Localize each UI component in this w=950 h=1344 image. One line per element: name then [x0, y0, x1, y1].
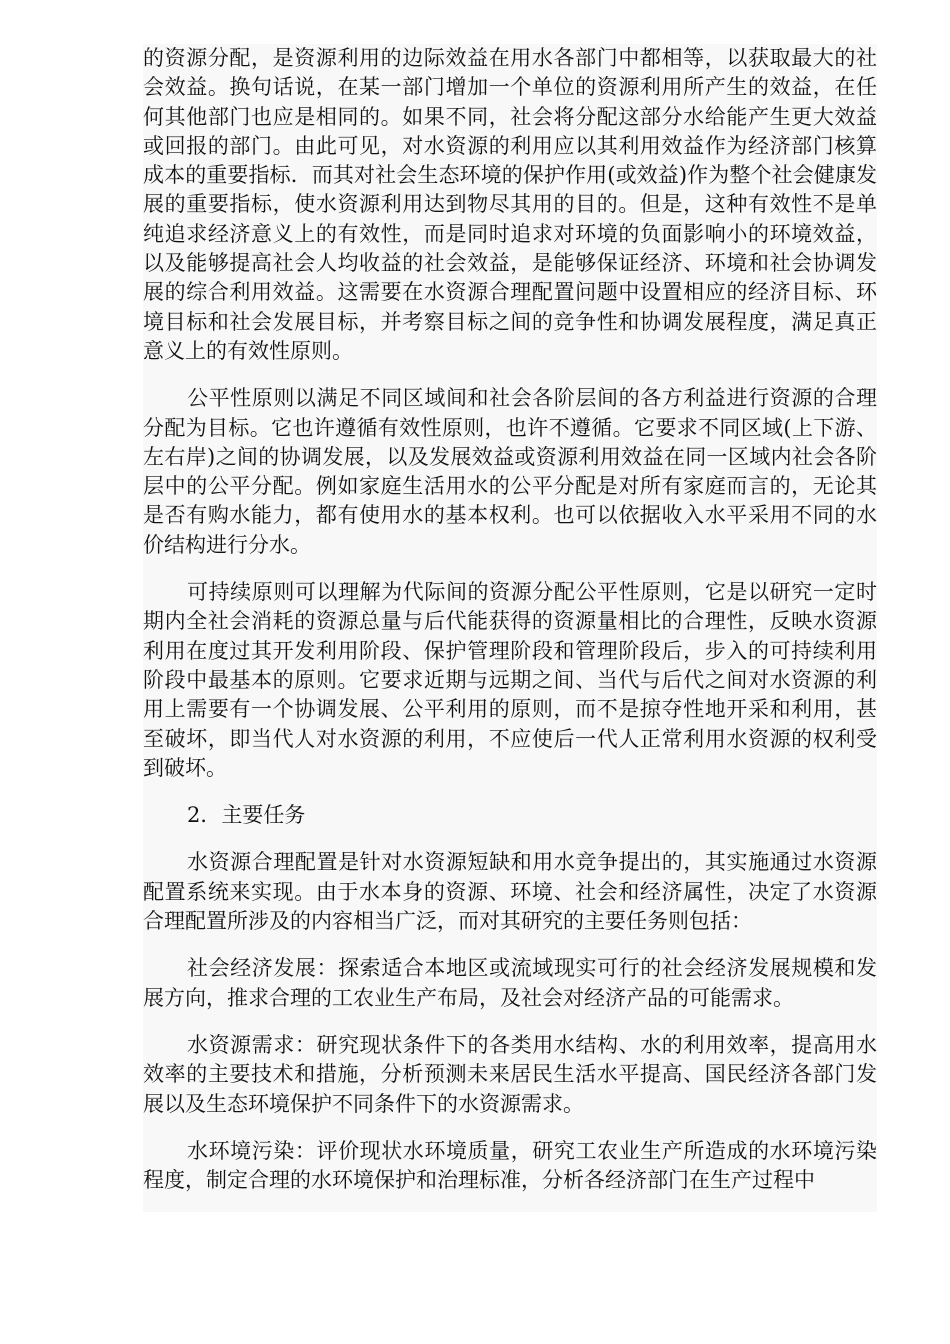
paragraph-sustainability-principle: 可持续原则可以理解为代际间的资源分配公平性原则，它是以研究一定时期内全社会消耗的资源总量与后代能获得的资源量相比的合理性，反映水资源利用在度过其开发利用阶段、保护管理阶段和管理阶段后，步入的可持续利用阶段中最基本的原则。它要求近期与远期之间、当代与后代之间对水资源的利用上需要有一个协调发展、公平利用的原则，而不是掠夺性地开采和利用，甚至破坏，即当代人对水资源的利用，不应使后一代人正常利用水资源的权利受到破坏。 — [143, 580, 877, 780]
paragraph-fairness-principle: 公平性原则以满足不同区域间和社会各阶层间的各方利益进行资源的合理分配为目标。它也许遵循有效性原则，也许不遵循。它要求不同区域(上下游、左右岸)之间的协调发展，以及发展效益或资源利用效益在同一区域内社会各阶层中的公平分配。例如家庭生活用水的公平分配是对所有家庭而言的，无论其是否有购水能力，都有使用水的基本权利。也可以依据收入水平采用不同的水价结构进行分水。 — [143, 386, 877, 557]
paragraph-socioeconomic-development: 社会经济发展：探索适合本地区或流域现实可行的社会经济发展规模和发展方向，推求合理的工农业生产布局，及社会对经济产品的可能需求。 — [143, 956, 877, 1010]
section-heading-main-tasks: 2．主要任务 — [187, 803, 306, 828]
paragraph-water-pollution: 水环境污染：评价现状水环境质量，研究工农业生产所造成的水环境污染程度，制定合理的水环境保护和治理标准，分析各经济部门在生产过程中 — [143, 1138, 877, 1193]
paragraph-water-demand: 水资源需求：研究现状条件下的各类用水结构、水的利用效率，提高用水效率的主要技术和措施，分析预测未来居民生活水平提高、国民经济各部门发展以及生态环境保护不同条件下的水资源需求。 — [143, 1032, 877, 1116]
document-body — [143, 44, 877, 1212]
paragraph-allocation-tasks-intro: 水资源合理配置是针对水资源短缺和用水竞争提出的，其实施通过水资源配置系统来实现。由于水本身的资源、环境、社会和经济属性，决定了水资源合理配置所涉及的内容相当广泛，而对其研究的主要任务则包括： — [143, 850, 877, 934]
paragraph-allocation-efficiency: 的资源分配，是资源利用的边际效益在用水各部门中都相等，以获取最大的社会效益。换句话说，在某一部门增加一个单位的资源利用所产生的效益，在任何其他部门也应是相同的。如果不同，社会将分配这部分水给能产生更大效益或回报的部门。由此可见，对水资源的利用应以其利用效益作为经济部门核算成本的重要指标．而其对社会生态环境的保护作用(或效益)作为整个社会健康发展的重要指标，使水资源利用达到物尽其用的目的。但是，这种有效性不是单纯追求经济意义上的有效性，而是同时追求对环境的负面影响小的环境效益，以及能够提高社会人均收益的社会效益，是能够保证经济、环境和社会协调发展的综合利用效益。这需要在水资源合理配置问题中设置相应的经济目标、环境目标和社会发展目标，并考察目标之间的竞争性和协调发展程度，满足真正意义上的有效性原则。 — [143, 46, 877, 363]
